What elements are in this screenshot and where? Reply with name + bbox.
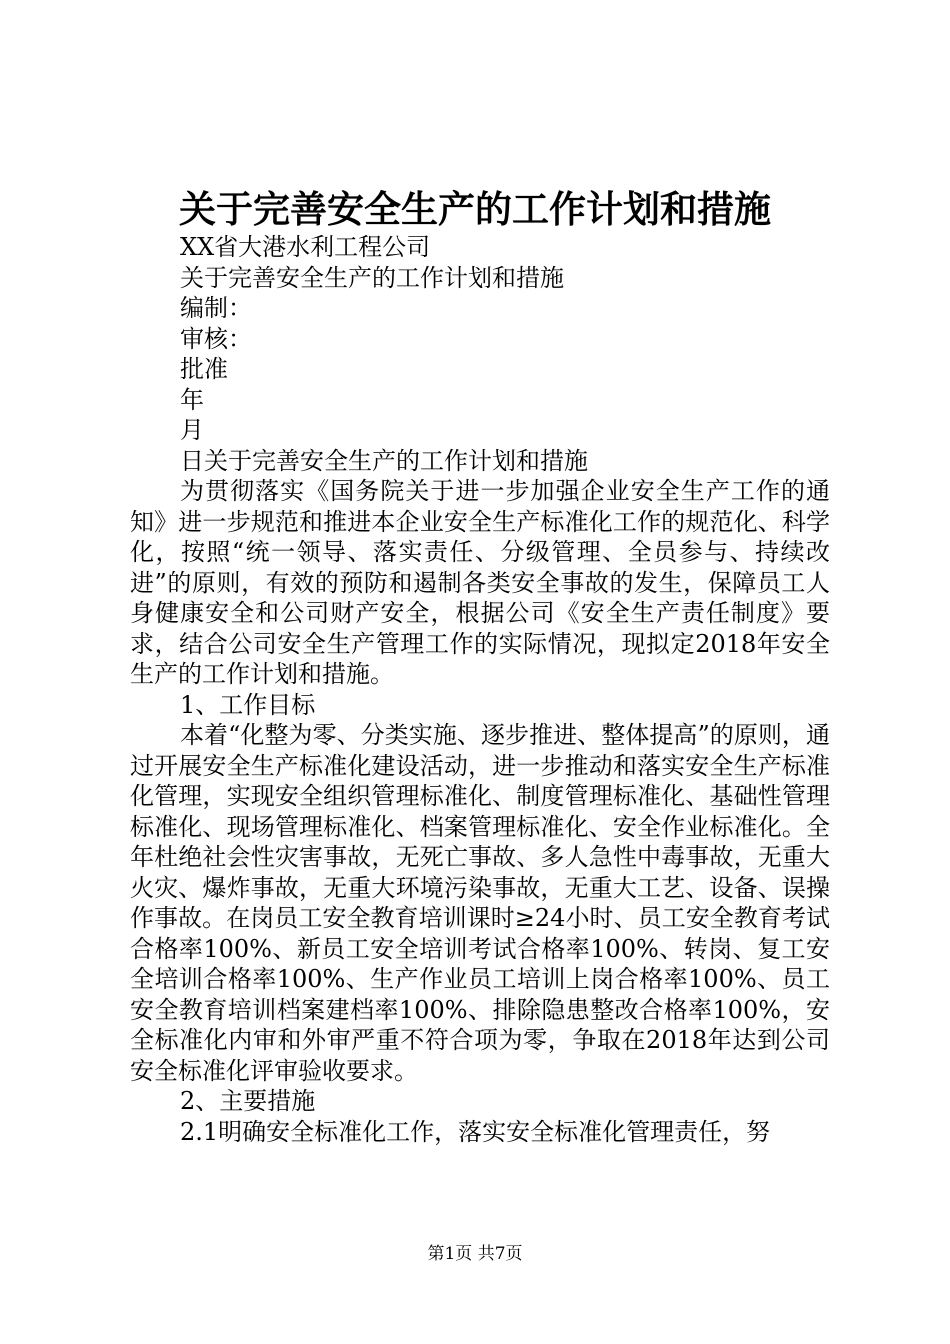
month-line: 月 xyxy=(180,416,204,444)
company-name-line: XX省大港水利工程公司 xyxy=(180,233,431,261)
day-title-line: 日关于完善安全生产的工作计划和措施 xyxy=(180,446,588,475)
document-title: 关于完善安全生产的工作计划和措施 xyxy=(179,187,771,231)
year-line: 年 xyxy=(180,385,204,414)
page-footer: 第1页 共7页 xyxy=(427,1244,523,1264)
approved-line: 批准 xyxy=(180,355,228,383)
subtitle-line: 关于完善安全生产的工作计划和措施 xyxy=(180,263,564,292)
section-heading-goals: 1、工作目标 xyxy=(180,690,316,719)
section-heading-measures: 2、主要措施 xyxy=(180,1087,316,1115)
document-body xyxy=(130,232,830,1147)
intro-paragraph: 为贯彻落实《国务院关于进一步加强企业安全生产工作的通知》进一步规范和推进本企业安全生产标准化工作的规范化、科学化，按照“统一领导、落实责任、分级管理、全员参与、持续改进”的原则，有效的预防和遏制各类安全事故的发生，保障员工人身健康安全和公司财产安全，根据公司《安全生产责任制度》要求，结合公司安全生产管理工作的实际情况，现拟定2018年安全生产的工作计划和措施。 xyxy=(130,477,830,688)
compiled-by-line: 编制： xyxy=(180,294,252,322)
reviewed-by-line: 审核： xyxy=(180,324,252,353)
measures-first-line: 2.1明确安全标准化工作，落实安全标准化管理责任，努 xyxy=(180,1117,771,1146)
goals-paragraph: 本着“化整为零、分类实施、逐步推进、整体提高”的原则，通过开展安全生产标准化建设活动，进一步推动和落实安全生产标准化管理，实现安全组织管理标准化、制度管理标准化、基础性管理标准化、现场管理标准化、档案管理标准化、安全作业标准化。全年杜绝社会性灾害事故，无死亡事故、多人急性中毒事故，无重大火灾、爆炸事故，无重大环境污染事故，无重大工艺、设备、误操作事故。在岗员工安全教育培训课时≥24小时、员工安全教育考试合格率100%、新员工安全培训考试合格率100%、转岗、复工安全培训合格率100%、生产作业员工培训上岗合格率100%、员工安全教育培训档案建档率100%、排除隐患整改合格率100%，安全标准化内审和外审严重不符合项为零，争取在2018年达到公司安全标准化评审验收要求。 xyxy=(130,721,830,1085)
